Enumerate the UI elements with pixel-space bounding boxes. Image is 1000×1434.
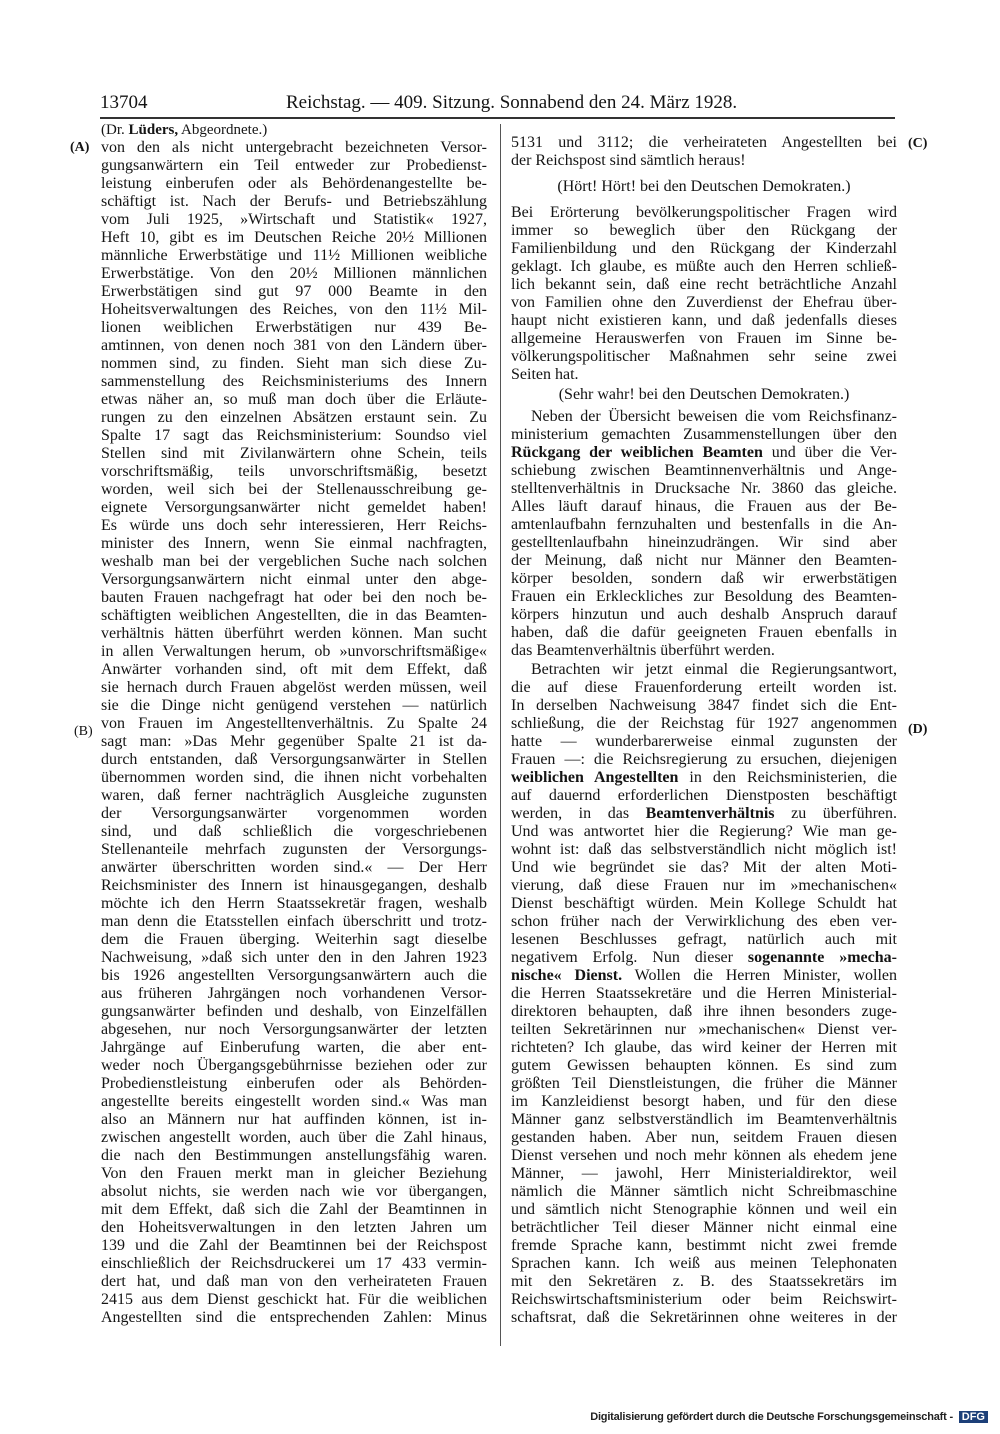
text-line: Angestellten sind die entsprechenden Zahlen: Minus	[101, 1309, 487, 1326]
text-segment: zu überführen.	[774, 805, 897, 822]
text-line: vierung, daß diese Frauen nur im »mechanischen«	[511, 877, 897, 894]
text-segment: in den Reichsministerien, die	[678, 769, 897, 786]
text-line: Erwerbstätige. Von den 20½ Millionen männlichen	[101, 265, 487, 282]
text-segment: werden, in das	[511, 805, 646, 822]
running-head	[100, 92, 895, 116]
text-line: ministerium gemachten Zusammenstellungen über den	[511, 426, 897, 443]
page-number: 13704	[100, 92, 148, 113]
text-line: gutem Gewissen behaupten können. Es sind zum	[511, 1057, 897, 1074]
text-line: sagt man: »Das Mehr gegenüber Spalte 21 ist da-	[101, 733, 487, 750]
text-line: vorschriftsmäßig, teils unvorschriftsmäßig, besetzt	[101, 463, 487, 480]
text-line: etwas näher an, so muß man doch über die Erläute-	[101, 391, 487, 408]
text-line: sammenstellung des Reichsministeriums des Innern	[101, 373, 487, 390]
text-line: amtinnen, von denen noch 381 von den Ländern über-	[101, 337, 487, 354]
paragraph	[511, 134, 897, 170]
paragraph	[511, 661, 897, 1327]
text-line: (Sehr wahr! bei den Deutschen Demokraten.)	[558, 386, 850, 403]
text-line: verhältnis hätten überführt werden können. Man sucht	[101, 625, 487, 642]
text-line	[101, 121, 487, 139]
speaker-label	[101, 121, 487, 139]
text-line: schäftigt ist. Nach der Berufs- und Betriebszählung	[101, 193, 487, 210]
text-line: Sprachen kann. Ich weiß aus meinen Telephonaten	[511, 1255, 897, 1272]
bold-text: Lüders,	[128, 122, 179, 138]
bold-text: sogenannte »mecha-	[747, 949, 897, 966]
text-line: schaftsrat, daß die Sekretärinnen ohne weiteres in der	[511, 1309, 897, 1326]
text-line: aus früheren Jahrgängen noch vorhandenen Versor-	[101, 985, 487, 1002]
text-line: minister des Innern, wenn Sie einmal nachfragten,	[101, 535, 487, 552]
text-line: rungen zu den einzelnen Absätzen erstaunt sein. Zu	[101, 409, 487, 426]
text-line: absolut nichts, sie werden nach wie vor übergangen,	[101, 1183, 487, 1200]
text-line: Es würde uns doch sehr interessieren, Herr Reichs-	[101, 517, 487, 534]
text-line: gungsanwärter befinden und deshalb, von Einzelfällen	[101, 1003, 487, 1020]
text-line: dert hat, und daß man von den verheirateten Frauen	[101, 1273, 487, 1290]
text-line	[511, 769, 897, 787]
text-line: 5131 und 3112; die verheirateten Angestellten bei	[511, 134, 897, 151]
text-line: männliche Erwerbstätige und 11½ Millionen weibliche	[101, 247, 487, 264]
left-column	[101, 121, 487, 1327]
text-line: hatte — wunderbarerweise einmal zugunsten der	[511, 733, 897, 750]
header-rule	[100, 117, 895, 119]
text-line: die auf diese Frauenforderung erteilt worden ist.	[511, 679, 897, 696]
text-line: schließung, die der Reichstag für 1927 angenommen	[511, 715, 897, 732]
text-line: direktoren behaupten, daß ihre ihnen besonders zuge-	[511, 1003, 897, 1020]
interjection	[511, 386, 897, 404]
text-line: haben, daß die dafür geeigneten Frauen ebenfalls in	[511, 624, 897, 641]
text-line	[511, 805, 897, 823]
text-line: wohnt ist: daß das selbstverständlich nicht möglich ist!	[511, 841, 897, 858]
text-line: in allen Verwaltungen herum, ob »unvorschriftsmäßige«	[101, 643, 487, 660]
margin-marker-b: (B)	[74, 724, 93, 739]
text-line: nämlich die Männer sämtlich nicht Schreibmaschine	[511, 1183, 897, 1200]
text-line: Hoheitsverwaltungen des Reiches, von den 11½ Mil-	[101, 301, 487, 318]
text-line: zwischen angestellt worden, auch über die Zahl hinaus,	[101, 1129, 487, 1146]
text-line: lionen weiblichen Erwerbstätigen nur 439 Be-	[101, 319, 487, 336]
text-line: lich bekannt sein, daß eine recht beträchtliche Anzahl	[511, 276, 897, 293]
text-line: das Beamtenverhältnis überführt werden.	[511, 642, 775, 659]
text-line: Versorgungsanwärtern nicht einmal unter den abge-	[101, 571, 487, 588]
text-line: der Versorgungsanwärter vorgenommen worden	[101, 805, 487, 822]
text-line: sie die Dinge nicht genügend verstehen — natürlich	[101, 697, 487, 714]
running-head-title: Reichstag. — 409. Sitzung. Sonnabend den 24. März 1928.	[286, 92, 738, 113]
text-line: vom Juli 1925, »Wirtschaft und Statistik« 1927,	[101, 211, 487, 228]
text-line: Erwerbstätigen sind gut 97 000 Beamte in den	[101, 283, 487, 300]
text-line: richteten? Ich glaube, das wird keiner der Herren mit	[511, 1039, 897, 1056]
text-line: also an Männern nur hat auffinden können, ist in-	[101, 1111, 487, 1128]
column-divider	[500, 124, 501, 1346]
text-line: gungsanwärtern ein Teil entweder zur Probedienst-	[101, 157, 487, 174]
right-column	[511, 134, 897, 1327]
text-line: im Kanzleidienst besorgt haben, und für den diese	[511, 1093, 897, 1110]
text-line: man denn die Etatsstellen einfach überschritt und trotz-	[101, 913, 487, 930]
text-segment: Wollen die Herren Minister, wollen	[622, 967, 897, 984]
text-line: Von den Frauen merkt man in gleicher Beziehung	[101, 1165, 487, 1182]
text-line: angestellte bereits eingestellt worden sind.« Was man	[101, 1093, 487, 1110]
text-line: Dienst versehen und noch mehr können als ehedem jene	[511, 1147, 897, 1164]
text-line: Spalte 17 sagt das Reichsministerium: Soundso viel	[101, 427, 487, 444]
text-line: Familienbildung und den Rückgang der Kinderzahl	[511, 240, 897, 257]
text-line: weshalb man bei der vergeblichen Suche nach solchen	[101, 553, 487, 570]
text-line: einschließlich der Reichsdruckerei um 17 433 vermin-	[101, 1255, 487, 1272]
bold-text: Rückgang der weiblichen Beamten	[511, 444, 763, 461]
text-line: und sämtlich nicht Stenographie können und weil ein	[511, 1201, 897, 1218]
text-line: schiebung zwischen Beamtinnenverhältnis und Ange-	[511, 462, 897, 479]
paragraph	[511, 408, 897, 660]
credit-text: Digitalisierung gefördert durch die Deutsche Forschungsgemeinschaft -	[590, 1411, 953, 1423]
text-line: worden, weil sich bei der Stellenausschreibung ge-	[101, 481, 487, 498]
text-line: von Familien ohne den Zuverdienst der Ehefrau über-	[511, 294, 897, 311]
text-line: Stellen sind mit Zivilanwärtern ohne Schein, teils	[101, 445, 487, 462]
margin-marker-a: (A)	[70, 140, 90, 155]
text-line: Anwärter vorhanden sind, oft mit dem Effekt, daß	[101, 661, 487, 678]
text-line: Und was antwortet hier die Regierung? Wie man ge-	[511, 823, 897, 840]
text-segment: negativem Erfolg. Nun dieser	[511, 949, 748, 966]
text-line: Neben der Übersicht beweisen die vom Reichsfinanz-	[531, 408, 897, 425]
text-line: gestelltenlaufbahn hineinzudrängen. Wir sind aber	[511, 534, 897, 551]
text-line: Reichswirtschaftsministerium oder beim Reichswirt-	[511, 1291, 897, 1308]
text-line: Frauen —: die Reichsregierung zu ersuchen, diejenigen	[511, 751, 897, 768]
text-line: Betrachten wir jetzt einmal die Regierungsantwort,	[531, 661, 897, 678]
margin-marker-d: (D)	[908, 722, 928, 737]
text-line: völkerungspolitischer Maßnahmen sehr seine zwei	[511, 348, 897, 365]
text-line: bis 1926 angestellten Versorgungsanwärtern auch die	[101, 967, 487, 984]
text-line: In derselben Nachweisung 3847 findet sich die Ent-	[511, 697, 897, 714]
text-line: Männer ganz selbstverständlich im Beamtenverhältnis	[511, 1111, 897, 1128]
text-line: dem die Frauen überging. Weiterhin sagt dieselbe	[101, 931, 487, 948]
text-line: stelltenverhältnis in Drucksache Nr. 3860 das gleiche.	[511, 480, 897, 497]
text-line: die nach den Bestimmungen anstellungsfähig waren.	[101, 1147, 487, 1164]
text-line: Stellenanteile mehrfach zugunsten der Versorgungs-	[101, 841, 487, 858]
text-line: lesenen Beschlusses gefragt, natürlich auch mit	[511, 931, 897, 948]
text-line	[511, 967, 897, 985]
text-line: von Frauen im Angestelltenverhältnis. Zu Spalte 24	[101, 715, 487, 732]
bold-text: nische« Dienst.	[511, 967, 623, 984]
text-line: der Reichspost sind sämtlich heraus!	[511, 152, 746, 169]
text-line: Frauen ein Erkleckliches zur Besoldung des Beamten-	[511, 588, 897, 605]
text-line: Dienst beschäftigt würden. Mein Kollege Schuldt hat	[511, 895, 897, 912]
text-segment: und über die Ver-	[762, 444, 897, 461]
text-line	[511, 444, 897, 462]
text-line: allgemeine Herauswerfen von Frauen im Sinne be-	[511, 330, 897, 347]
text-line: 2415 aus dem Dienst geschickt hat. Für die weiblichen	[101, 1291, 487, 1308]
text-line: Männer, — jawohl, Herr Ministerialdirektor, weil	[511, 1165, 897, 1182]
bold-text: Beamtenverhältnis	[645, 805, 775, 822]
text-segment: (Dr.	[101, 122, 129, 138]
text-line: waren, daß ferner nachträglich Ausgleiche zugunsten	[101, 787, 487, 804]
text-line: mit den Sekretären z. B. des Staatssekretärs im	[511, 1273, 897, 1290]
text-line: (Hört! Hört! bei den Deutschen Demokraten.)	[557, 178, 851, 195]
text-line: 139 und die Zahl der Beamtinnen bei der Reichspost	[101, 1237, 487, 1254]
text-line: nommen sind, zu finden. Sieht man sich diese Zu-	[101, 355, 487, 372]
text-line: größten Teil Dienstleistungen, die früher die Männer	[511, 1075, 897, 1092]
text-line: Heft 10, gibt es im Deutschen Reiche 20½ Millionen	[101, 229, 487, 246]
text-line: abgesehen, nur noch Versorgungsanwärter der letzten	[101, 1021, 487, 1038]
text-line: Nachweisung, »daß sich unter den in den Jahren 1923	[101, 949, 487, 966]
text-line: körpers hinzutun und auch deshalb Anspruch darauf	[511, 606, 897, 623]
text-line: leistung einberufen oder als Behördenangestellte be-	[101, 175, 487, 192]
text-line: auf dauernd erforderlichen Dienstposten beschäftigt	[511, 787, 897, 804]
text-line	[511, 949, 897, 967]
text-line: bauten Frauen nachgefragt hat oder bei den noch be-	[101, 589, 487, 606]
text-line: übernommen worden sind, die ihnen nicht vorbehalten	[101, 769, 487, 786]
text-line: sind, und daß schließlich die vorgeschriebenen	[101, 823, 487, 840]
text-line: Seiten hat.	[511, 366, 579, 383]
interjection	[511, 178, 897, 196]
bold-text: weiblichen Angestellten	[511, 769, 679, 786]
text-line: körper besolden, sondern daß wir erwerbstätigen	[511, 570, 897, 587]
text-line: schon früher nach der Verwirklichung des eben ver-	[511, 913, 897, 930]
dfg-logo: DFG	[959, 1411, 988, 1423]
text-line: durch entstanden, daß Versorgungsanwärter in Stellen	[101, 751, 487, 768]
text-line: möchte ich den Herrn Staatssekretär fragen, weshalb	[101, 895, 487, 912]
text-line: beträchtlicher Teil dieser Männer nicht einmal eine	[511, 1219, 897, 1236]
text-line: von den als nicht untergebracht bezeichneten Versor-	[101, 139, 487, 156]
text-line: Reichsminister des Innern ist hinausgegangen, deshalb	[101, 877, 487, 894]
margin-marker-c: (C)	[908, 136, 928, 151]
text-line: gestanden haben. Aber nun, seitdem Frauen diesen	[511, 1129, 897, 1146]
text-line: den Hoheitsverwaltungen in den letzten Jahren um	[101, 1219, 487, 1236]
text-line: amtenlaufbahn fernzuhalten und bestenfalls in die An-	[511, 516, 897, 533]
text-line: haupt nicht existieren kann, und daß jedenfalls dieses	[511, 312, 897, 329]
text-line: Alles läuft darauf hinaus, die Frauen aus der Be-	[511, 498, 897, 515]
text-line: eignete Versorgungsanwärter nicht gemeldet haben!	[101, 499, 487, 516]
text-line: teilten Sekretärinnen nur »mechanischen« Dienst ver-	[511, 1021, 897, 1038]
digitization-credit	[590, 1411, 988, 1423]
text-line: weder noch Übergangsgebührnisse beziehen oder zur	[101, 1057, 487, 1074]
paragraph	[511, 204, 897, 384]
text-line: fremde Sprache kann, bestimmt nicht zwei fremde	[511, 1237, 897, 1254]
text-line: mit dem Effekt, daß sich die Zahl der Beamtinnen in	[101, 1201, 487, 1218]
text-segment: Abgeordnete.)	[178, 122, 268, 138]
text-line: immer so beweglich über den Rückgang der	[511, 222, 897, 239]
text-line: die Herren Staatssekretäre und die Herren Ministerial-	[511, 985, 897, 1002]
text-line: anwärter überschritten worden sind.« — Der Herr	[101, 859, 487, 876]
text-line: Bei Erörterung bevölkerungspolitischer Fragen wird	[511, 204, 897, 221]
text-line: sie hernach durch Frauen abgelöst werden müssen, weil	[101, 679, 487, 696]
text-line: der Meinung, daß nicht nur Männer den Beamten-	[511, 552, 897, 569]
text-line: Und wie begründet sie das? Mit der alten Moti-	[511, 859, 897, 876]
text-line: Jahrgänge auf Einberufung warten, die aber ent-	[101, 1039, 487, 1056]
text-line: geklagt. Ich glaube, es müßte auch den Herren schließ-	[511, 258, 897, 275]
paragraph	[101, 139, 487, 1327]
text-line: Probedienstleistung einberufen oder als Behörden-	[101, 1075, 487, 1092]
text-line: schäftigten weiblichen Angestellten, die in das Beamten-	[101, 607, 487, 624]
